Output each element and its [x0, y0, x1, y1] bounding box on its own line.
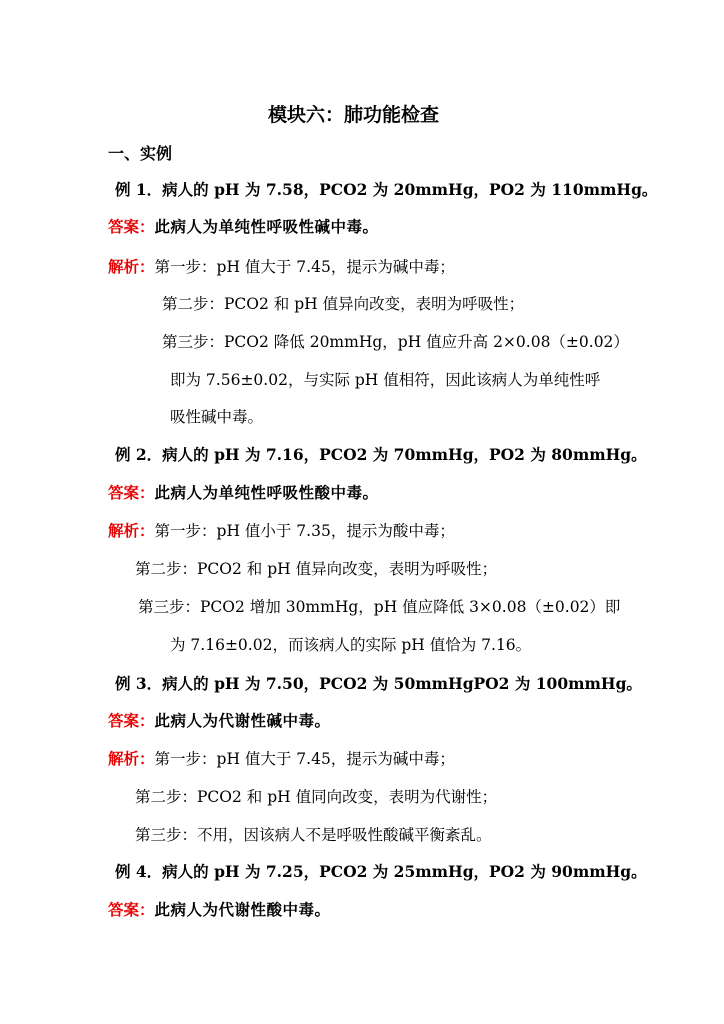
step-text: 第一步：pH 值大于 7.45，提示为碱中毒； [154, 258, 455, 276]
example-2-analysis-step-2: 第二步：PCO2 和 pH 值异向改变，表明为呼吸性； [135, 560, 498, 578]
answer-label: 答案： [108, 218, 155, 236]
example-4-question: 例 4．病人的 pH 为 7.25，PCO2 为 25mmHg，PO2 为 90mmHg。 [115, 862, 647, 881]
example-2-question: 例 2．病人的 pH 为 7.16，PCO2 为 70mmHg，PO2 为 80mmHg。 [115, 445, 647, 464]
answer-label: 答案： [108, 901, 155, 919]
example-1-analysis-step-1 [108, 256, 455, 278]
example-1-answer [108, 216, 379, 238]
answer-label: 答案： [108, 712, 155, 730]
answer-text: 此病人为单纯性呼吸性酸中毒。 [154, 484, 379, 502]
example-1-analysis-step-3-cont: 即为 7.56±0.02，与实际 pH 值相符，因此该病人为单纯性呼 [170, 371, 601, 389]
analysis-label: 解析： [108, 750, 155, 768]
step-text: 第一步：pH 值小于 7.35，提示为酸中毒； [154, 522, 455, 540]
section-heading: 一、实例 [108, 144, 173, 163]
example-3-analysis-step-3: 第三步：不用，因该病人不是呼吸性酸碱平衡紊乱。 [135, 826, 492, 844]
answer-text: 此病人为代谢性碱中毒。 [154, 712, 331, 730]
example-2-analysis-step-3: 第三步：PCO2 增加 30mmHg，pH 值应降低 3×0.08（±0.02）即 [138, 598, 621, 616]
example-3-question: 例 3．病人的 pH 为 7.50，PCO2 为 50mmHgPO2 为 100mmHg。 [115, 674, 642, 693]
example-3-answer [108, 710, 331, 732]
example-4-answer [108, 899, 331, 921]
page-title: 模块六：肺功能检查 [268, 104, 440, 126]
example-1-question: 例 1．病人的 pH 为 7.58，PCO2 为 20mmHg，PO2 为 110mmHg。 [115, 180, 658, 199]
example-1-analysis-step-3-cont2: 吸性碱中毒。 [170, 408, 264, 426]
answer-text: 此病人为代谢性酸中毒。 [154, 901, 331, 919]
example-2-analysis-step-1 [108, 520, 455, 542]
step-text: 第一步：pH 值大于 7.45，提示为碱中毒； [154, 750, 455, 768]
analysis-label: 解析： [108, 258, 155, 276]
example-2-analysis-step-3-cont: 为 7.16±0.02，而该病人的实际 pH 值恰为 7.16。 [170, 636, 532, 654]
example-3-analysis-step-1 [108, 748, 455, 770]
answer-text: 此病人为单纯性呼吸性碱中毒。 [154, 218, 379, 236]
example-3-analysis-step-2: 第二步：PCO2 和 pH 值同向改变，表明为代谢性； [135, 788, 498, 806]
example-1-analysis-step-2: 第二步：PCO2 和 pH 值异向改变，表明为呼吸性； [162, 295, 525, 313]
example-1-analysis-step-3: 第三步：PCO2 降低 20mmHg，pH 值应升高 2×0.08（±0.02） [162, 333, 629, 351]
analysis-label: 解析： [108, 522, 155, 540]
answer-label: 答案： [108, 484, 155, 502]
example-2-answer [108, 482, 379, 504]
